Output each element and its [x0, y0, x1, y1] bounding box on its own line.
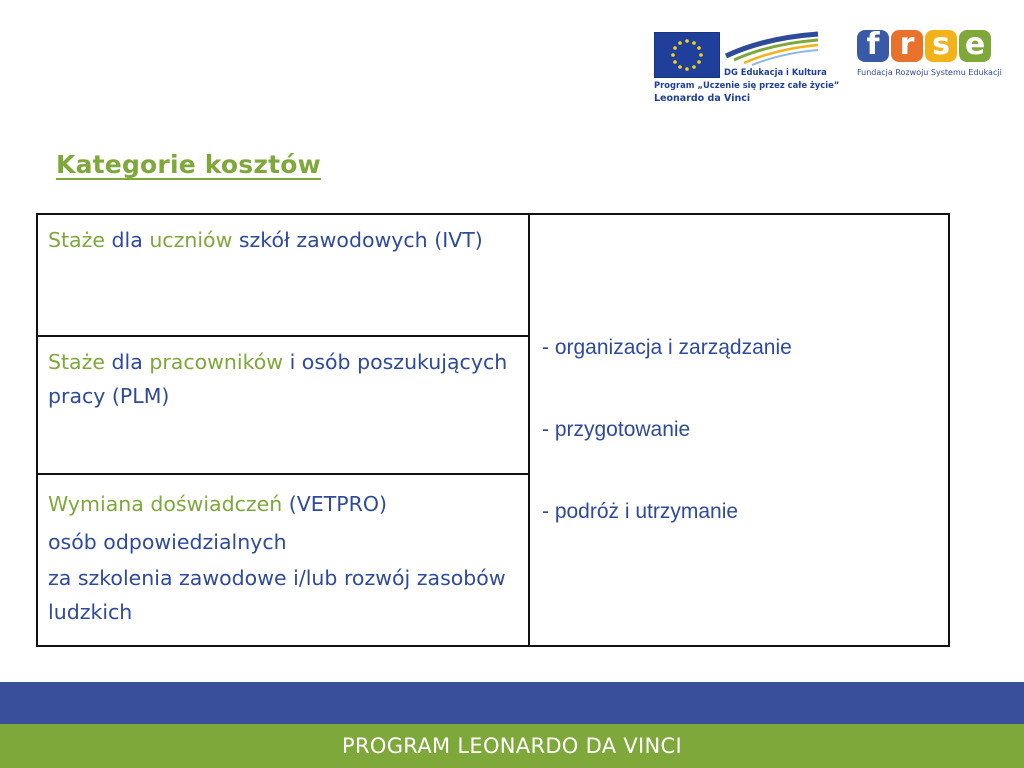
row-plm-part3: pracowników [149, 350, 284, 374]
frse-letter-s: s [925, 30, 957, 62]
row-ivt-text [48, 223, 518, 257]
row-ivt-part2: dla [105, 228, 150, 252]
row-ivt-part1: Staże [48, 228, 105, 252]
eu-logo-line2: Program „Uczenie się przez całe życie” [654, 80, 840, 90]
footer-blue-band [0, 682, 1024, 724]
frse-letter-r: r [891, 30, 923, 62]
category-item: - organizacja i zarządzanie [542, 336, 792, 359]
footer-program-label: PROGRAM LEONARDO DA VINCI [342, 734, 682, 758]
table-row-plm [37, 336, 529, 474]
row-plm-part4: i osób poszukujących pracy (PLM) [48, 350, 508, 408]
row-plm-text [48, 345, 518, 413]
row-vetpro-line3: za szkolenia zawodowe i/lub rozwój zasobów ludzkich [48, 566, 506, 624]
eu-flag-icon [654, 32, 720, 78]
categories-list [542, 335, 948, 525]
row-vetpro-green: Wymiana doświadczeń [48, 492, 283, 516]
row-vetpro-blue: (VETPRO) [282, 492, 388, 516]
page-title: Kategorie kosztów [56, 150, 321, 179]
row-plm-part2: dla [105, 350, 150, 374]
row-ivt-part4: szkół zawodowych (IVT) [232, 228, 483, 252]
frse-letters [857, 27, 991, 64]
table-row-vetpro [37, 474, 529, 646]
frse-subtitle: Fundacja Rozwoju Systemu Edukacji [857, 68, 1002, 77]
row-ivt-part3: uczniów [149, 228, 233, 252]
row-vetpro-line2: osób odpowiedzialnych [48, 530, 287, 554]
eu-logo-line3: Leonardo da Vinci [654, 93, 751, 104]
leonardo-eu-logo [652, 30, 840, 110]
table-row-ivt [37, 214, 529, 336]
category-item: - przygotowanie [542, 418, 691, 441]
cost-categories-table [36, 213, 950, 647]
leonardo-swoosh-icon [724, 30, 820, 70]
categories-cell [529, 214, 949, 646]
eu-logo-line1: DG Edukacja i Kultura [724, 67, 827, 77]
row-plm-part1: Staże [48, 350, 105, 374]
frse-letter-f: f [857, 30, 889, 62]
row-vetpro-line1 [48, 485, 518, 523]
frse-logo [855, 27, 1002, 82]
category-item: - podróż i utrzymanie [542, 500, 739, 523]
frse-letter-e: e [959, 30, 991, 62]
